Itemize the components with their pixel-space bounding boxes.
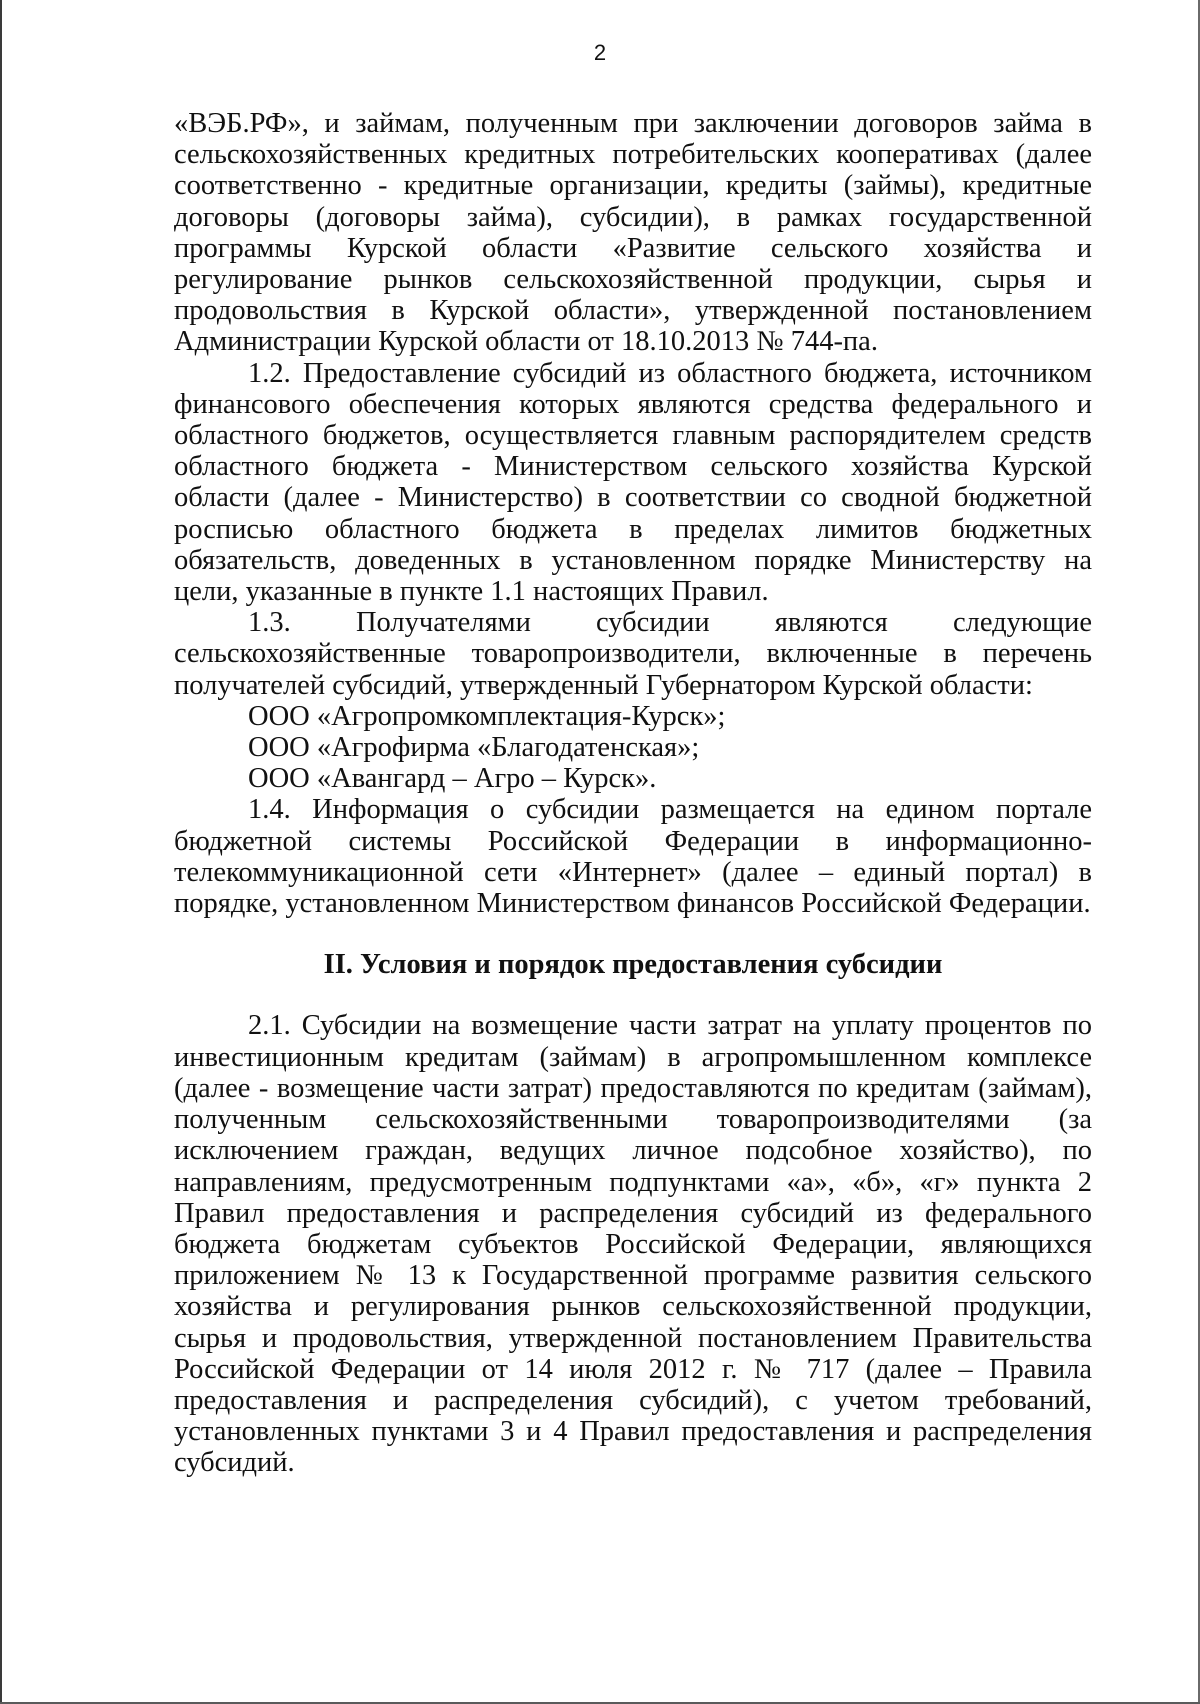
paragraph-1-2: 1.2. Предоставление субсидий из областного бюджета, источником финансового обеспечения которых являются средства федерального и областного бюджетов, осуществляется главным распорядителем средств областного бюджета - Министерством сельского хозяйства Курской области (далее - Министерство) в соответствии со сводной бюджетной росписью областного бюджета в пределах лимитов бюджетных обязательств, доведенных в установленном порядке Министерству на цели, указанные в пункте 1.1 настоящих Правил.: [174, 357, 1092, 608]
recipient-item: ООО «Агрофирма «Благодатенская»;: [248, 732, 700, 764]
paragraph-continuation: «ВЭБ.РФ», и займам, полученным при заключении договоров займа в сельскохозяйственных кредитных потребительских кооперативах (далее соответственно - кредитные организации, кредиты (займы), кредитные договоры (договоры займа), субсидии), в рамках государственной программы Курской области «Развитие сельского хозяйства и регулирование рынков сельскохозяйственной продукции, сырья и продовольствия в Курской области», утвержденной постановлением Администрации Курской области от 18.10.2013 № 744-па.: [174, 108, 1092, 358]
paragraph-1-3: 1.3. Получателями субсидии являются следующие сельскохозяйственные товаропроизводители, включенные в перечень получателей субсидий, утвержденный Губернатором Курской области:: [174, 607, 1092, 701]
recipient-item: ООО «Авангард – Агро – Курск».: [248, 763, 657, 795]
section-heading: II. Условия и порядок предоставления субсидии: [323, 949, 943, 981]
document-body: [174, 108, 1092, 1479]
paragraph-2-1: 2.1. Субсидии на возмещение части затрат на уплату процентов по инвестиционным кредитам (займам) в агропромышленном комплексе (далее - возмещение части затрат) предоставляются по кредитам (займам), полученным сельскохозяйственными товаропроизводителями (за исключением граждан, ведущих личное подсобное хозяйство), по направлениям, предусмотренным подпунктами «а», «б», «г» пункта 2 Правил предоставления и распределения субсидий из федерального бюджета бюджетам субъектов Российской Федерации, являющихся приложением № 13 к Государственной программе развития сельского хозяйства и регулирования рынков сельскохозяйственной продукции, сырья и продовольствия, утвержденной постановлением Правительства Российской Федерации от 14 июля 2012 г. № 717 (далее – Правила предоставления и распределения субсидий), с учетом требований, установленных пунктами 3 и 4 Правил предоставления и распределения субсидий.: [174, 1010, 1092, 1479]
paragraph-1-4: 1.4. Информация о субсидии размещается на едином портале бюджетной системы Российской Федерации в информационно-телекоммуникационной сети «Интернет» (далее – единый портал) в порядке, установленном Министерством финансов Российской Федерации.: [174, 794, 1092, 920]
recipient-item: ООО «Агропромкомплектация-Курск»;: [248, 700, 726, 732]
scan-edge-left: [0, 0, 2, 1704]
page-number: 2: [593, 40, 607, 65]
